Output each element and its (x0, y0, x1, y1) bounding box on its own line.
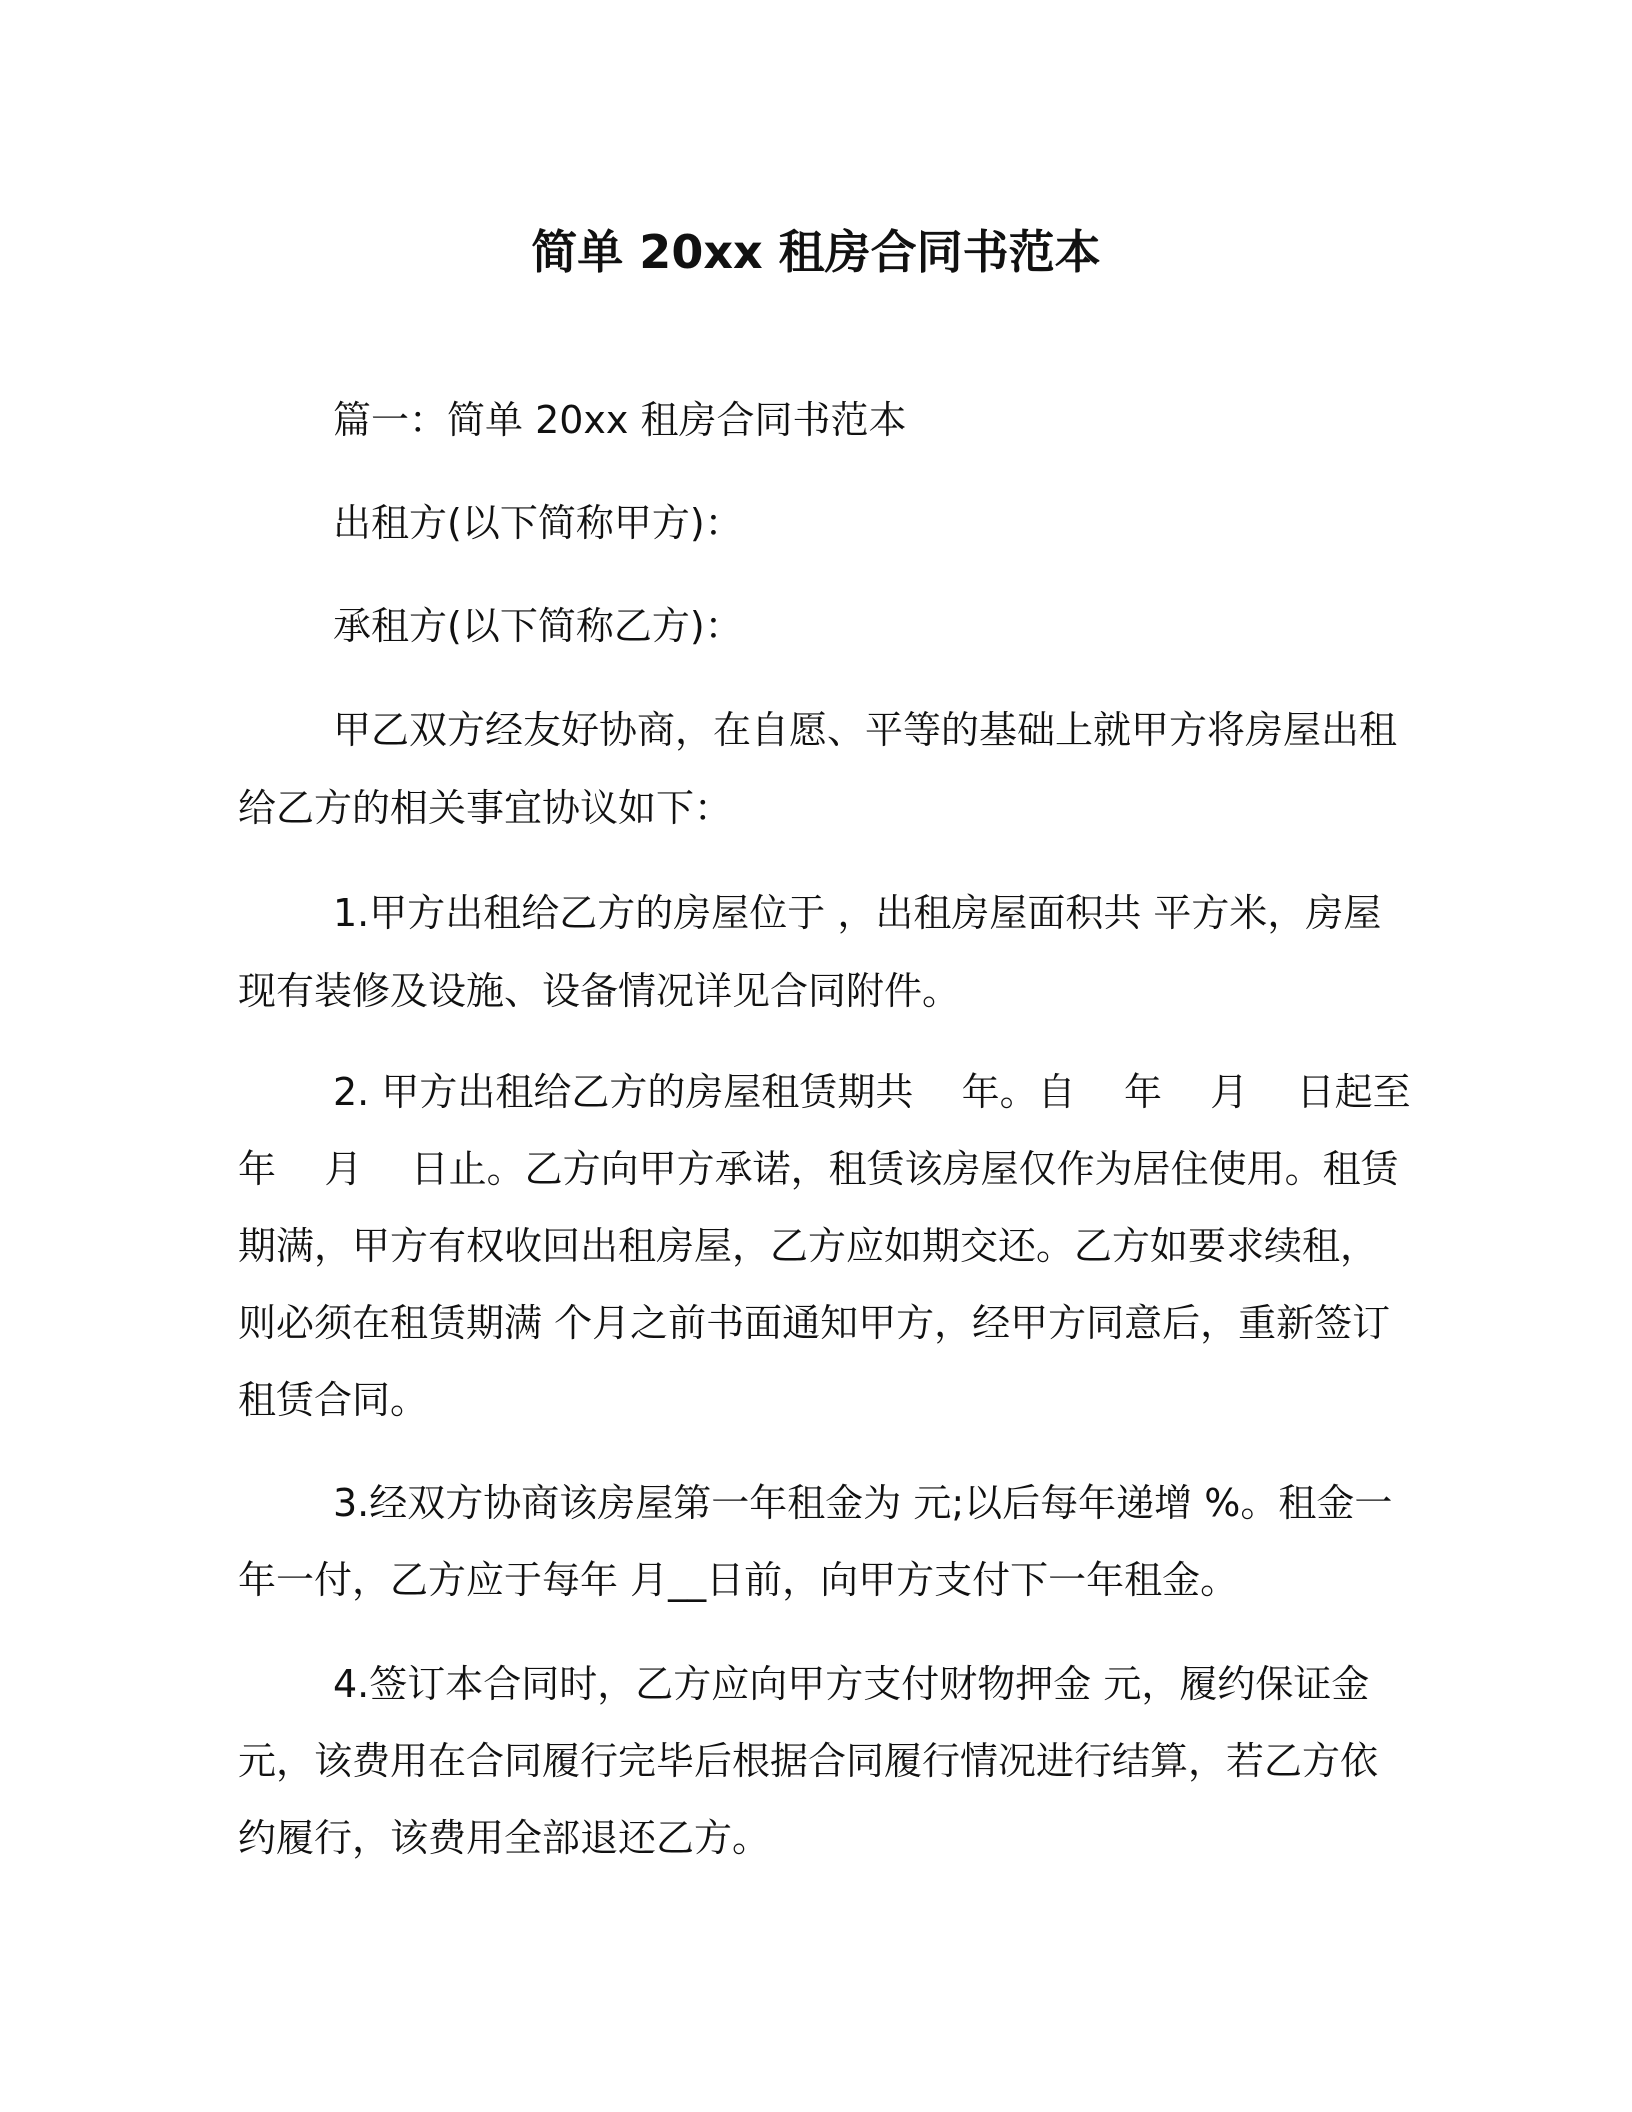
clause1-line-2: 现有装修及设施、设备情况详见合同附件。 (238, 969, 961, 1013)
clause2-line-3: 期满，甲方有权收回出租房屋，乙方应如期交还。乙方如要求续租， (238, 1224, 1379, 1268)
preamble-line-1: 甲乙双方经友好协商，在自愿、平等的基础上就甲方将房屋出租 (333, 708, 1398, 752)
clause2-line-2: 年 月 日止。乙方向甲方承诺，租赁该房屋仅作为居住使用。租赁 (238, 1147, 1399, 1191)
section-heading: 篇一：简单 20xx 租房合同书范本 (333, 398, 907, 442)
clause1-line-1: 1.甲方出租给乙方的房屋位于 ，出租房屋面积共 平方米，房屋 (333, 891, 1382, 935)
clause4-line-1: 4.签订本合同时，乙方应向甲方支付财物押金 元，履约保证金 (333, 1662, 1370, 1706)
document-title: 简单 20xx 租房合同书范本 (531, 225, 1101, 279)
clause2-line-4: 则必须在租赁期满 个月之前书面通知甲方，经甲方同意后，重新签订 (238, 1301, 1391, 1345)
clause2-line-1: 2. 甲方出租给乙方的房屋租赁期共 年。自 年 月 日起至 (333, 1070, 1411, 1114)
clause4-line-2: 元，该费用在合同履行完毕后根据合同履行情况进行结算，若乙方依 (238, 1739, 1379, 1783)
clause4-line-3: 约履行，该费用全部退还乙方。 (238, 1816, 771, 1860)
clause3-line-1: 3.经双方协商该房屋第一年租金为 元;以后每年递增 %。租金一 (333, 1481, 1393, 1525)
lessor-line: 出租方(以下简称甲方)： (333, 501, 743, 545)
clause3-line-2: 年一付，乙方应于每年 月__日前，向甲方支付下一年租金。 (238, 1558, 1239, 1602)
preamble-line-2: 给乙方的相关事宜协议如下： (238, 786, 733, 830)
lessee-line: 承租方(以下简称乙方)： (333, 604, 743, 648)
clause2-line-5: 租赁合同。 (238, 1378, 429, 1422)
